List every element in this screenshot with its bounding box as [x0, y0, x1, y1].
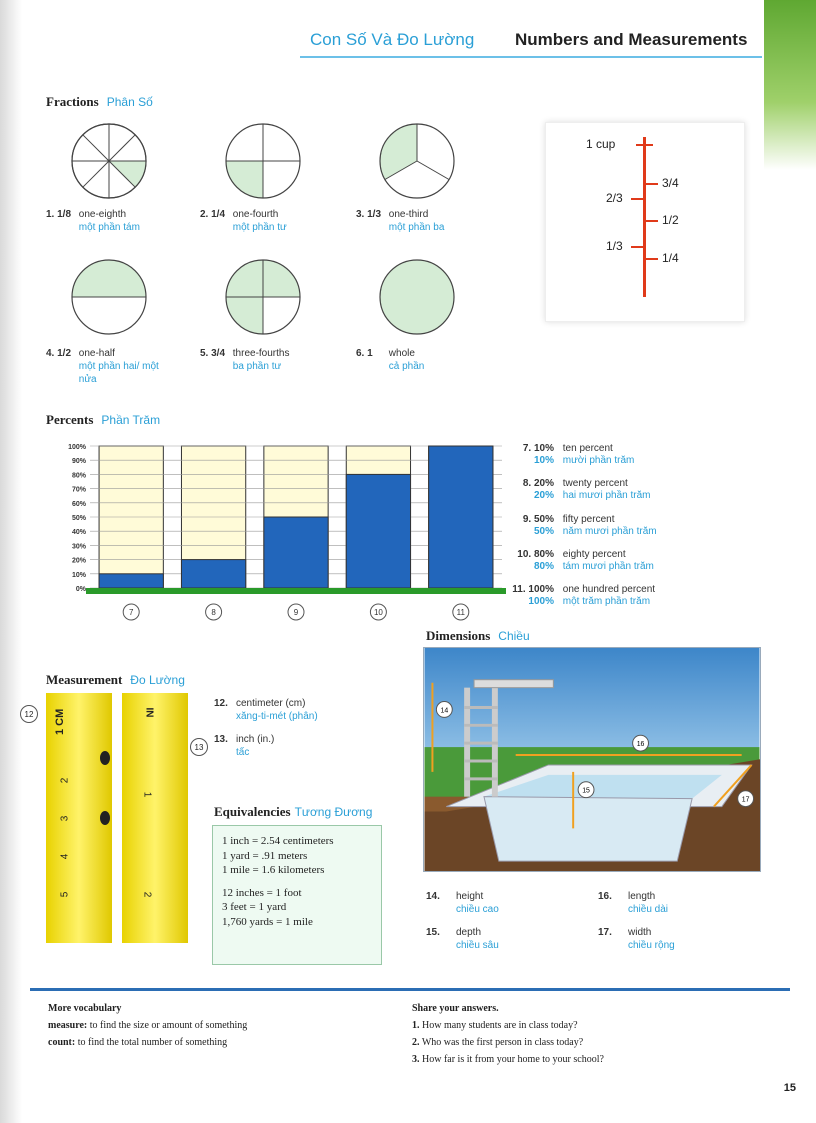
item-number: 2. — [200, 209, 209, 220]
item-number: 7. — [522, 443, 532, 454]
cup-label: 1 cup — [586, 137, 616, 151]
vocab-word: measure: — [48, 1020, 88, 1031]
dimensions-heading-en: Dimensions — [426, 628, 491, 643]
equivalency-line: 1 yard = .91 meters — [222, 849, 308, 862]
bottom-rule — [30, 988, 790, 991]
more-vocabulary — [48, 1000, 247, 1051]
ruler-in-label: 2 — [141, 891, 153, 898]
item-term: centimeter (cm) — [236, 698, 306, 709]
item-term-vn: một phần hai/ một nửa — [78, 361, 159, 385]
category-label: 9 — [293, 608, 299, 617]
pool-illustration — [423, 647, 761, 872]
fractions-heading-en: Fractions — [46, 94, 99, 109]
ruler-in-label: 1 — [141, 791, 153, 798]
item-number: 1. — [46, 209, 55, 220]
measurement-heading-vn: Đo Lường — [130, 673, 185, 687]
percents-heading-en: Percents — [46, 412, 94, 427]
item-term-vn: một phần tư — [232, 222, 287, 233]
ruler-in-label: IN — [143, 707, 155, 718]
item-number: 3. — [356, 209, 365, 220]
equivalency-line: 3 feet = 1 yard — [222, 901, 287, 913]
item-term-vn: chiều cao — [456, 904, 499, 915]
item-term-vn: xăng-ti-mét (phân) — [236, 711, 318, 722]
cup-tick-label: 3/4 — [662, 176, 679, 190]
item-value-vn: 100% — [528, 596, 554, 607]
circle-three-fourths — [224, 258, 302, 336]
dimensions-heading-vn: Chiều — [498, 629, 530, 643]
ruler-cm-label: 4 — [59, 853, 71, 860]
percent-item — [512, 584, 713, 608]
circle-whole — [378, 258, 456, 336]
item-value: 50% — [533, 514, 554, 525]
equivalencies-box — [212, 825, 382, 965]
share-heading: Share your answers. — [412, 1003, 499, 1014]
vocab-word: count: — [48, 1037, 76, 1048]
bar-8 — [181, 560, 245, 588]
item-term-vn: một phần tám — [78, 222, 140, 233]
item-number: 4. — [46, 348, 55, 359]
item-term-vn: chiều rộng — [628, 940, 675, 951]
item-term: eighty percent — [562, 549, 626, 560]
item-value-vn: 50% — [533, 526, 554, 537]
vocab-definition: to find the total number of something — [77, 1037, 228, 1048]
percents-heading — [46, 412, 160, 428]
item-term: three-fourths — [232, 348, 290, 359]
page-gutter — [0, 0, 22, 1123]
dimension-item — [426, 926, 566, 952]
category-label: 8 — [211, 608, 216, 617]
item-term-vn: tám mươi phần trăm — [562, 561, 654, 572]
item-value: 1/2 — [57, 348, 72, 359]
share-your-answers — [412, 1000, 604, 1068]
measurement-item — [214, 733, 376, 759]
ruler — [36, 693, 196, 943]
bar-10 — [346, 474, 410, 588]
equivalency-line: 1 inch = 2.54 centimeters — [222, 835, 334, 847]
fraction-item — [46, 347, 169, 386]
bar-7 — [99, 574, 163, 588]
bar-9 — [264, 517, 328, 588]
cup-tick-label: 1/4 — [662, 251, 679, 265]
header-rule — [300, 56, 762, 58]
question-text: How far is it from your home to your school? — [422, 1054, 604, 1065]
percent-item — [512, 514, 713, 538]
callout-12: 12 — [20, 705, 38, 723]
item-term: fifty percent — [562, 514, 615, 525]
more-vocab-heading: More vocabulary — [48, 1003, 122, 1014]
measurement-heading-en: Measurement — [46, 672, 123, 687]
item-term: one-half — [78, 348, 115, 359]
item-value-vn: 10% — [533, 455, 554, 466]
cup-tick-label: 2/3 — [606, 191, 623, 205]
ruler-cm-label: 3 — [59, 815, 71, 822]
fractions-heading-vn: Phân Số — [106, 95, 153, 109]
category-label: 10 — [373, 608, 383, 617]
y-tick-label: 100% — [68, 444, 86, 451]
item-term-vn: cả phần — [388, 361, 425, 372]
y-tick-label: 50% — [71, 515, 86, 522]
item-number: 16. — [598, 891, 612, 902]
question-number: 3. — [412, 1054, 420, 1065]
item-term: inch (in.) — [236, 734, 275, 745]
item-value: 1/4 — [211, 209, 226, 220]
equivalency-line: 1,760 yards = 1 mile — [222, 915, 313, 928]
fraction-item — [200, 208, 343, 234]
measuring-cup — [545, 122, 745, 322]
callout-15-label: 15 — [582, 787, 590, 795]
item-number: 9. — [522, 514, 532, 525]
equivalency-line: 12 inches = 1 foot — [222, 886, 302, 899]
item-value: 3/4 — [211, 348, 226, 359]
vocab-definition: to find the size or amount of something — [89, 1020, 248, 1031]
y-tick-label: 60% — [71, 500, 86, 508]
page-number: 15 — [783, 1082, 796, 1094]
y-tick-label: 70% — [71, 486, 86, 494]
item-term-vn: chiều dài — [628, 904, 669, 915]
item-term: one-eighth — [78, 209, 127, 220]
measurement-item — [214, 697, 376, 723]
item-number: 6. — [356, 348, 365, 359]
bar-11 — [429, 446, 493, 588]
callout-14-label: 14 — [440, 707, 449, 715]
measurement-heading — [46, 672, 185, 688]
equivalency-line: 1 mile = 1.6 kilometers — [222, 864, 325, 876]
item-term-vn: một trăm phần trăm — [562, 596, 651, 607]
item-value: 10% — [533, 443, 554, 454]
equivalencies-heading-vn: Tương Đương — [294, 805, 373, 819]
item-term-vn: tấc — [236, 747, 250, 758]
item-term-vn: năm mươi phần trăm — [562, 526, 657, 537]
y-tick-label: 20% — [71, 557, 86, 565]
item-term: depth — [456, 927, 482, 938]
header-title-vn: Con Số Và Đo Lường — [310, 30, 475, 49]
question-number: 1. — [412, 1020, 420, 1031]
circle-one-fourth — [224, 122, 302, 200]
dimension-item — [598, 926, 738, 952]
dimensions-heading — [426, 628, 530, 644]
fractions-heading — [46, 94, 153, 110]
equivalencies-heading — [214, 804, 372, 820]
y-tick-label: 10% — [71, 571, 86, 579]
dimension-item — [426, 890, 566, 916]
chapter-tab — [764, 0, 816, 170]
item-value-vn: 80% — [533, 561, 554, 572]
item-term: one hundred percent — [562, 584, 656, 595]
y-tick-label: 40% — [71, 529, 86, 537]
percent-item — [512, 443, 713, 467]
percent-item — [512, 549, 713, 573]
callout-16-label: 16 — [636, 741, 645, 749]
item-term: one-fourth — [232, 209, 279, 220]
item-term: width — [628, 927, 652, 938]
item-number: 11. — [512, 584, 526, 595]
cup-tick-label: 1/3 — [606, 239, 623, 253]
question-text: How many students are in class today? — [422, 1020, 578, 1031]
item-number: 8. — [522, 478, 532, 489]
item-value: 20% — [533, 478, 554, 489]
item-term-vn: chiều sâu — [456, 940, 499, 951]
y-tick-label: 0% — [75, 586, 86, 593]
fraction-item — [46, 208, 189, 234]
item-number: 15. — [426, 927, 440, 938]
item-number: 10. — [517, 549, 532, 560]
percent-item — [512, 478, 713, 502]
item-term-vn: một phần ba — [388, 222, 445, 233]
callout-13: 13 — [190, 738, 208, 756]
category-label: 11 — [456, 608, 465, 617]
header-title-en: Numbers and Measurements — [515, 30, 748, 49]
item-term: twenty percent — [562, 478, 628, 489]
circle-one-eighth — [70, 122, 148, 200]
item-number: 17. — [598, 927, 612, 938]
item-term: height — [456, 891, 484, 902]
percent-bar-chart — [40, 440, 510, 630]
item-term: length — [628, 891, 656, 902]
dimension-item — [598, 890, 738, 916]
ruler-cm-label: 5 — [59, 891, 71, 898]
item-term: ten percent — [562, 443, 613, 454]
item-number: 13. — [214, 734, 228, 745]
item-value: 1 — [367, 348, 373, 359]
item-value: 100% — [528, 584, 554, 595]
y-tick-label: 90% — [71, 458, 86, 466]
item-number: 14. — [426, 891, 440, 902]
fraction-item — [356, 347, 499, 373]
item-term: whole — [388, 348, 415, 359]
percents-heading-vn: Phần Trăm — [101, 413, 161, 427]
item-term-vn: mười phần trăm — [562, 455, 635, 466]
circle-one-half — [70, 258, 148, 336]
question-text: Who was the first person in class today? — [421, 1037, 584, 1048]
circle-one-third — [378, 122, 456, 200]
y-tick-label: 80% — [71, 472, 86, 480]
item-value: 80% — [533, 549, 554, 560]
fraction-item — [200, 347, 343, 373]
item-term-vn: ba phần tư — [232, 361, 282, 372]
item-number: 12. — [214, 698, 228, 709]
item-number: 5. — [200, 348, 209, 359]
item-term-vn: hai mươi phần trăm — [562, 490, 651, 501]
ruler-cm-label: 1 CM — [54, 708, 66, 735]
fraction-item — [356, 208, 499, 234]
chart-baseline — [86, 588, 506, 594]
cup-tick-label: 1/2 — [662, 213, 679, 227]
item-value: 1/3 — [367, 209, 382, 220]
y-tick-label: 30% — [71, 543, 86, 551]
item-term: one-third — [388, 209, 429, 220]
item-value: 1/8 — [57, 209, 72, 220]
question-number: 2. — [412, 1037, 420, 1048]
callout-17-label: 17 — [741, 796, 750, 804]
item-value-vn: 20% — [533, 490, 554, 501]
category-label: 7 — [128, 608, 134, 617]
ruler-cm-label: 2 — [59, 777, 71, 784]
equivalencies-heading-en: Equivalencies — [214, 804, 291, 819]
cup-scale-line — [643, 137, 646, 297]
